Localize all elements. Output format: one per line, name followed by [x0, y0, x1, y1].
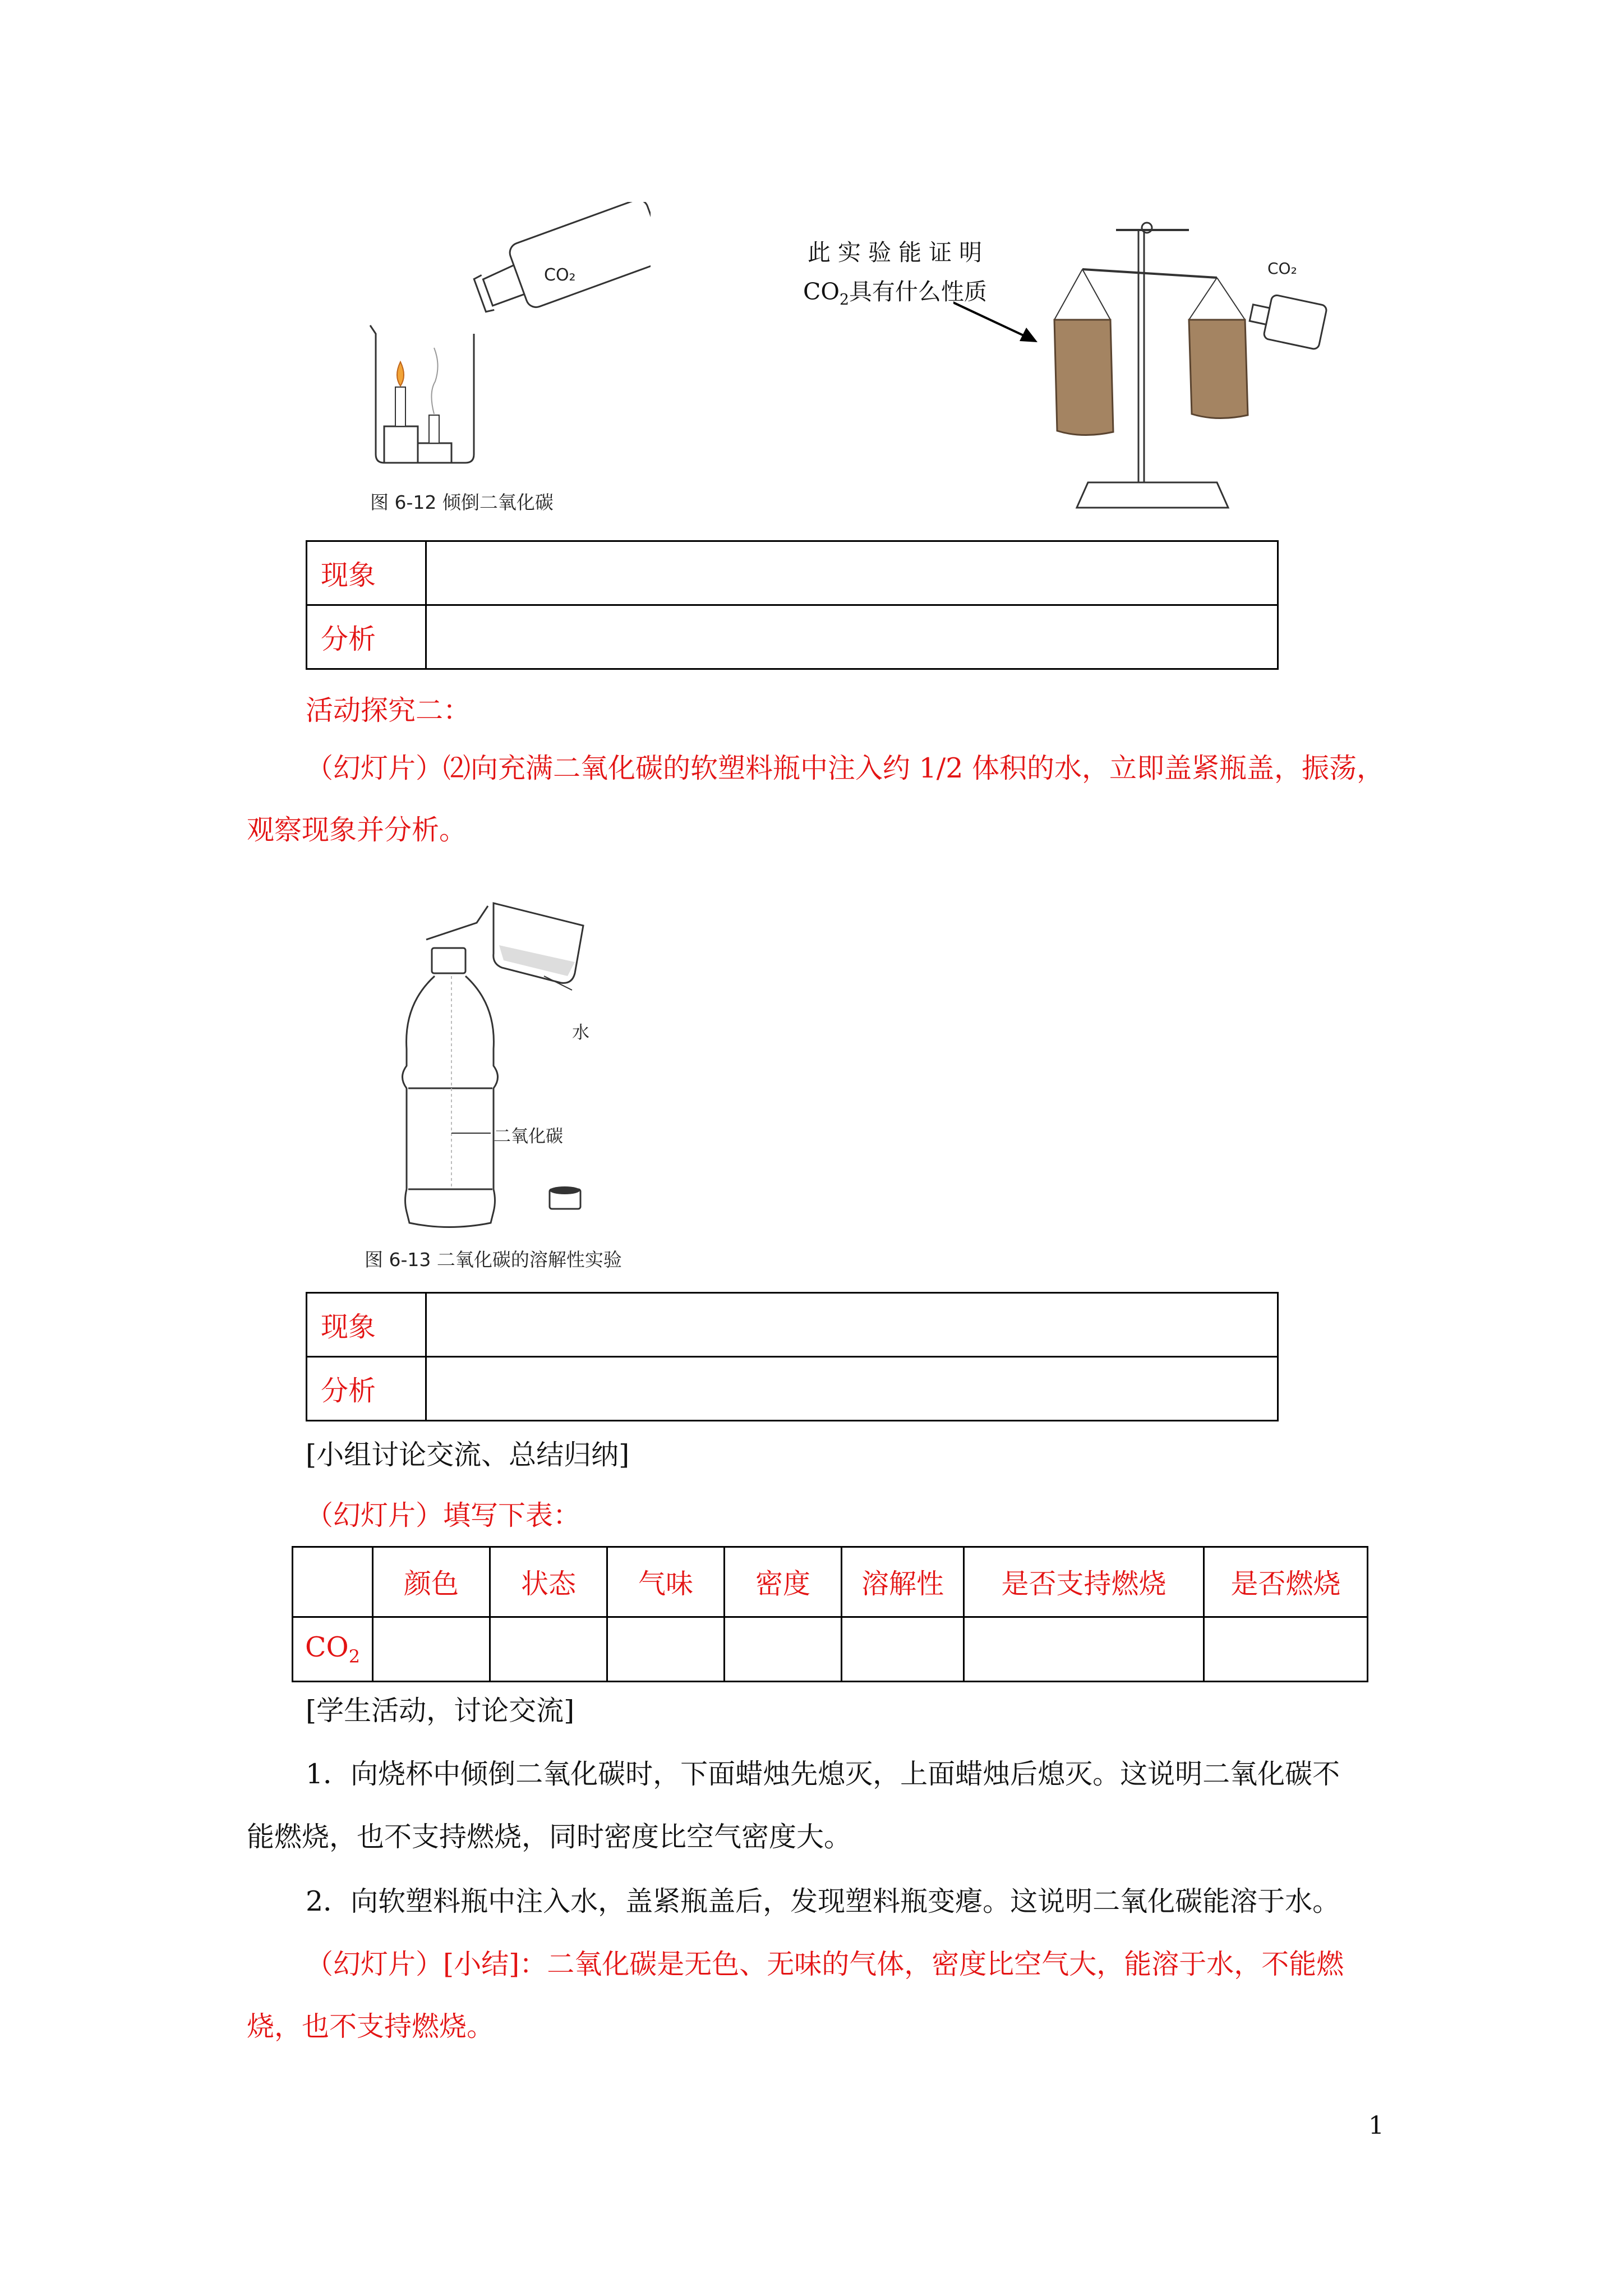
answer-cell-odor[interactable] — [607, 1617, 725, 1682]
balance-question-line2: $CO_2$具有什么性质 — [803, 278, 987, 309]
figure-6-12-caption: 图 6-12 倾倒二氧化碳 — [370, 491, 554, 513]
student-activity-heading: [学生活动，讨论交流] — [306, 1695, 575, 1727]
activity-2-line1: （幻灯片）⑵向充满二氧化碳的软塑料瓶中注入约 1/2 体积的水，立即盖紧瓶盖，振荡， — [306, 752, 1385, 784]
figure-pouring-co2 — [359, 202, 651, 527]
figure-balance-experiment — [953, 208, 1335, 522]
answer-cell-state[interactable] — [490, 1617, 607, 1682]
summary-line1: （幻灯片）[小结]：二氧化碳是无色、无味的气体，密度比空气大，能溶于水，不能燃 — [306, 1948, 1344, 1980]
corner-cell — [293, 1547, 373, 1617]
answer-cell-color[interactable] — [373, 1617, 490, 1682]
water-label: 水 — [572, 1023, 589, 1043]
co2-small-bottle-label: CO₂ — [1267, 259, 1297, 278]
analysis-answer-cell-2[interactable] — [426, 1357, 1278, 1421]
analysis-label: 分析 — [307, 605, 426, 669]
point-2: 2．向软塑料瓶中注入水，盖紧瓶盖后，发现塑料瓶变瘪。这说明二氧化碳能溶于水。 — [306, 1885, 1340, 1917]
activity-2-line2: 观察现象并分析。 — [247, 814, 467, 846]
figure-6-13-caption: 图 6-13 二氧化碳的溶解性实验 — [365, 1249, 622, 1271]
phenomenon-answer-cell[interactable] — [426, 541, 1278, 605]
pouring-co2-illustration — [359, 202, 651, 527]
header-supports-combustion: 是否支持燃烧 — [964, 1547, 1204, 1617]
analysis-label-2: 分析 — [307, 1357, 426, 1421]
summary-line2: 烧，也不支持燃烧。 — [247, 2010, 495, 2042]
dissolving-co2-illustration — [359, 892, 707, 1240]
fill-table-prompt: （幻灯片）填写下表： — [306, 1499, 581, 1531]
header-combustible: 是否燃烧 — [1204, 1547, 1368, 1617]
figure-dissolving-co2 — [359, 892, 707, 1273]
co2-bottle-label: CO₂ — [544, 265, 576, 285]
point-1-line1: 1．向烧杯中倾倒二氧化碳时，下面蜡烛先熄灭，上面蜡烛后熄灭。这说明二氧化碳不 — [306, 1758, 1340, 1790]
balance-question-line1: 此 实 验 能 证 明 — [808, 239, 983, 266]
phenomenon-label-2: 现象 — [307, 1293, 426, 1357]
observation-table-2 — [306, 1292, 1279, 1421]
header-density: 密度 — [725, 1547, 842, 1617]
balance-illustration — [953, 208, 1335, 522]
header-color: 颜色 — [373, 1547, 490, 1617]
row-label-co2: $CO_2$ — [293, 1617, 373, 1682]
header-solubility: 溶解性 — [842, 1547, 964, 1617]
analysis-answer-cell[interactable] — [426, 605, 1278, 669]
phenomenon-label: 现象 — [307, 541, 426, 605]
answer-cell-supports-combustion[interactable] — [964, 1617, 1204, 1682]
point-1-line2: 能燃烧，也不支持燃烧，同时密度比空气密度大。 — [247, 1821, 852, 1853]
answer-cell-solubility[interactable] — [842, 1617, 964, 1682]
observation-table-1 — [306, 540, 1279, 670]
phenomenon-answer-cell-2[interactable] — [426, 1293, 1278, 1357]
answer-cell-combustible[interactable] — [1204, 1617, 1368, 1682]
activity-2-heading: 活动探究二： — [306, 694, 471, 726]
header-odor: 气味 — [607, 1547, 725, 1617]
page-number: 1 — [1368, 2111, 1384, 2140]
co2-label: 二氧化碳 — [494, 1126, 563, 1147]
header-state: 状态 — [490, 1547, 607, 1617]
group-discussion-heading: [小组讨论交流、总结归纳] — [306, 1439, 630, 1471]
answer-cell-density[interactable] — [725, 1617, 842, 1682]
co2-properties-table — [292, 1546, 1368, 1682]
